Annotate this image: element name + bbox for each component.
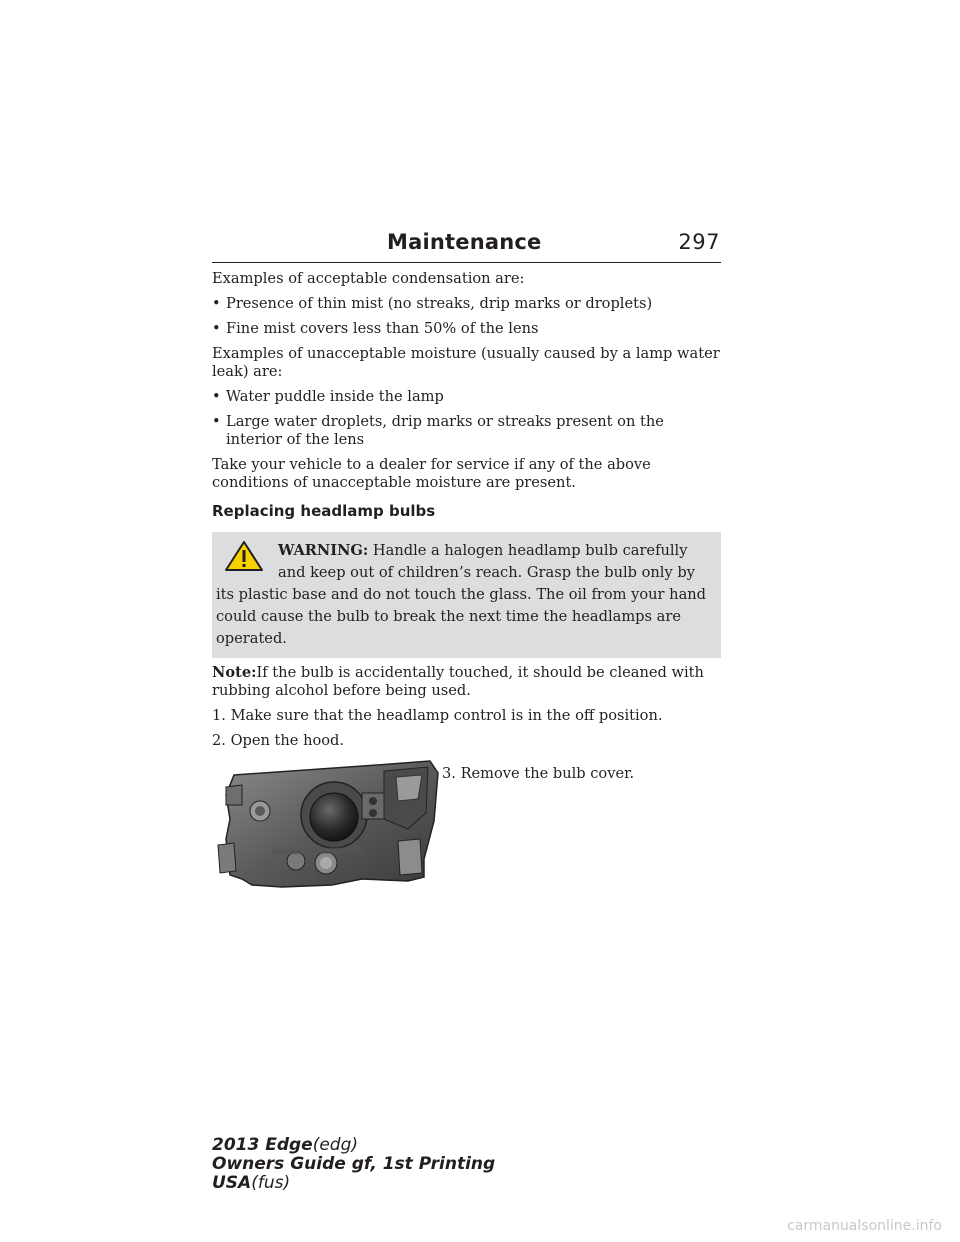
page-content [212,270,721,907]
document-footer [212,1136,495,1193]
footer-line-2: Owners Guide gf, 1st Printing [212,1154,496,1174]
section-title: Maintenance [387,230,542,254]
list-item: • Fine mist covers less than 50% of the lens [212,320,539,337]
page-number: 297 [678,230,720,254]
page-header [212,228,721,263]
figure-row [212,757,721,907]
warning-label: WARNING: [278,542,369,559]
acceptable-intro: Examples of acceptable condensation are: [212,270,525,287]
note-text: If the bulb is accidentally touched, it should be cleaned with rubbing alcohol before being used. [212,664,704,699]
unacceptable-intro: Examples of unacceptable moisture (usually caused by a lamp water leak) are: [212,345,720,380]
list-item: • Presence of thin mist (no streaks, drip marks or droplets) [212,295,653,312]
list-item: • Water puddle inside the lamp [212,388,444,405]
service-text: Take your vehicle to a dealer for service if any of the above conditions of unacceptable moisture are present. [212,456,651,491]
step-3: 3. Remove the bulb cover. [442,765,635,782]
watermark: carmanualsonline.info [787,1218,942,1234]
note [212,664,721,700]
footer-line-1: 2013 Edge(edg) [212,1135,359,1155]
list-item: • Large water droplets, drip marks or streaks present on the interior of the lens [212,413,664,448]
footer-line-3: USA(fus) [212,1173,291,1193]
section-subheading: Replacing headlamp bulbs [212,502,436,520]
step-1: 1. Make sure that the headlamp control is in the off position. [212,707,663,724]
warning-text: Handle a halogen headlamp bulb carefully and keep out of children’s reach. Grasp the bulb only by its plastic base and do not touch the glass. The oil from your hand could cause the bulb to break the next time the headlamps are operated. [216,542,707,647]
headlamp-assembly-illustration [212,759,442,894]
note-label: Note: [212,664,257,681]
warning-triangle-icon [224,540,264,570]
step-2: 2. Open the hood. [212,732,345,749]
warning-box [212,532,721,658]
